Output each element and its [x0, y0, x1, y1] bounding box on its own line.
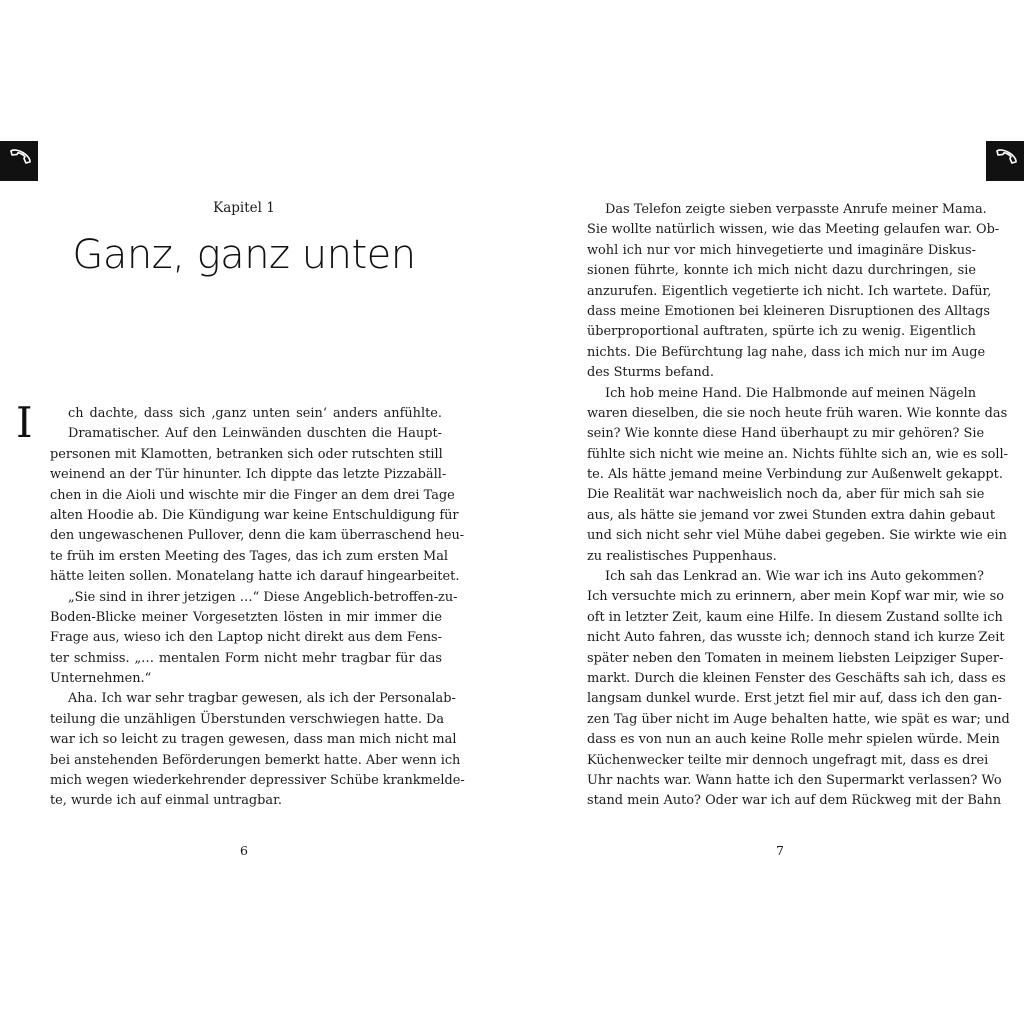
text-line: später neben den Tomaten in meinem liebsten Leipziger Super-	[587, 650, 1004, 666]
text-line: mich wegen wiederkehrender depressiver Schübe krankmelde-	[50, 773, 465, 789]
text-line: hätte leiten sollen. Monatelang hatte ich darauf hingearbeitet.	[50, 569, 460, 585]
text-line: den ungewaschenen Pullover, denn die kam überraschend heu-	[50, 528, 465, 544]
text-line: chen in die Aioli und wischte mir die Finger an dem drei Tage	[50, 487, 455, 503]
text-line: des Sturms befand.	[587, 365, 714, 381]
chapter-tab-left	[0, 141, 38, 181]
text-line: dass es von nun an auch keine Rolle mehr spielen würde. Mein	[587, 732, 1000, 748]
text-line: Aha. Ich war sehr tragbar gewesen, als ich der Personalab-	[68, 691, 456, 707]
drop-cap: I	[16, 398, 33, 447]
text-line: Frage aus, wieso ich den Laptop nicht direkt aus dem Fens-	[50, 630, 442, 646]
text-line: anzurufen. Eigentlich vegetierte ich nicht. Ich wartete. Dafür,	[587, 283, 992, 299]
text-line: Boden-Blicke meiner Vorgesetzten lösten in mir immer die	[50, 609, 442, 625]
text-line: nichts. Die Befürchtung lag nahe, dass ich mich nur im Auge	[587, 344, 986, 360]
text-line: fühlte sich nicht wie meine an. Nichts fühlte sich an, wie es soll-	[587, 446, 1009, 462]
text-line: überproportional auftraten, spürte ich zu wenig. Eigentlich	[587, 324, 976, 340]
text-line: personen mit Klamotten, betranken sich oder rutschten still	[50, 446, 443, 462]
text-line: waren dieselben, die sie noch heute früh waren. Wie konnte das	[587, 405, 1008, 421]
text-line: weinend an der Tür hinunter. Ich dippte das letzte Pizzabäll-	[50, 467, 447, 483]
text-line: war ich so leicht zu tragen gewesen, dass man mich nicht mal	[50, 732, 457, 748]
text-line: alten Hoodie ab. Die Kündigung war keine Entschuldigung für	[50, 507, 459, 523]
text-line: markt. Durch die kleinen Fenster des Geschäfts sah ich, dass es	[587, 670, 1006, 686]
text-line: Unternehmen.“	[50, 671, 152, 687]
text-line: Dramatischer. Auf den Leinwänden duschten die Haupt-	[68, 426, 442, 442]
text-line: langsam dunkel wurde. Erst jetzt fiel mir auf, dass ich den gan-	[587, 691, 1002, 707]
text-line: Ich sah das Lenkrad an. Wie war ich ins Auto gekommen?	[605, 569, 984, 585]
text-line: Sie wollte natürlich wissen, wie das Meeting gelaufen war. Ob-	[587, 222, 1000, 238]
text-line: te. Als hätte jemand meine Verbindung zur Außenwelt gekappt.	[587, 467, 1003, 483]
text-line: bei anstehenden Beförderungen bemerkt hatte. Aber wenn ich	[50, 752, 461, 768]
chapter-tab-right	[986, 141, 1024, 181]
telephone-handset-icon	[991, 148, 1019, 174]
text-line: Die Realität war nachweislich noch da, aber für mich sah sie	[587, 487, 985, 503]
chapter-title: Ganz, ganz unten	[72, 232, 416, 278]
text-line: te, wurde ich auf einmal untragbar.	[50, 793, 282, 809]
text-line: stand mein Auto? Oder war ich auf dem Rückweg mit der Bahn	[587, 793, 1002, 809]
text-line: teilung die unzähligen Überstunden verschwiegen hatte. Da	[50, 711, 445, 727]
page-number-left: 6	[240, 843, 248, 858]
left-page-body	[50, 404, 465, 812]
text-line: dass meine Emotionen bei kleineren Disruptionen des Alltags	[587, 303, 991, 319]
text-line: aus, als hätte sie jemand vor zwei Stunden extra dahin gebaut	[587, 507, 995, 523]
text-line: zen Tag über nicht im Auge behalten hatte, wie spät es war; und	[587, 711, 1010, 727]
text-line: ch dachte, dass sich ‚ganz unten sein‘ anders anfühlte.	[68, 406, 442, 421]
text-line: Küchenwecker teilte mir dennoch ungefragt mit, dass es drei	[587, 752, 989, 768]
text-line: zu realistisches Puppenhaus.	[587, 548, 777, 564]
text-line: ter schmiss. „… mentalen Form nicht mehr tragbar für das	[50, 650, 442, 666]
text-line: sein? Wie konnte diese Hand überhaupt zu mir gehören? Sie	[587, 426, 985, 442]
text-line: sionen führte, konnte ich mich nicht dazu durchringen, sie	[587, 263, 976, 279]
text-line: Ich versuchte mich zu erinnern, aber mein Kopf war mir, wie so	[587, 589, 1004, 605]
text-line: „Sie sind in ihrer jetzigen …“ Diese Angeblich-betroffen-zu-	[68, 589, 458, 605]
text-line: und sich nicht sehr viel Mühe dabei gegeben. Sie wirkte wie ein	[587, 528, 1007, 544]
text-line: te früh im ersten Meeting des Tages, das ich zum ersten Mal	[50, 548, 449, 564]
text-line: wohl ich nur vor mich hinvegetierte und imaginäre Diskus-	[587, 242, 976, 258]
text-line: oft in letzter Zeit, kaum eine Hilfe. In diesem Zustand sollte ich	[587, 609, 1003, 625]
text-line: Uhr nachts war. Wann hatte ich den Supermarkt verlassen? Wo	[587, 772, 1002, 788]
chapter-label: Kapitel 1	[213, 200, 275, 216]
text-line: nicht Auto fahren, das wusste ich; dennoch stand ich kurze Zeit	[587, 630, 1005, 646]
text-line: Das Telefon zeigte sieben verpasste Anrufe meiner Mama.	[605, 202, 987, 217]
right-page-body	[587, 200, 1010, 812]
telephone-handset-icon	[5, 148, 33, 174]
text-line: Ich hob meine Hand. Die Halbmonde auf meinen Nägeln	[605, 385, 976, 401]
page-number-right: 7	[776, 843, 784, 858]
